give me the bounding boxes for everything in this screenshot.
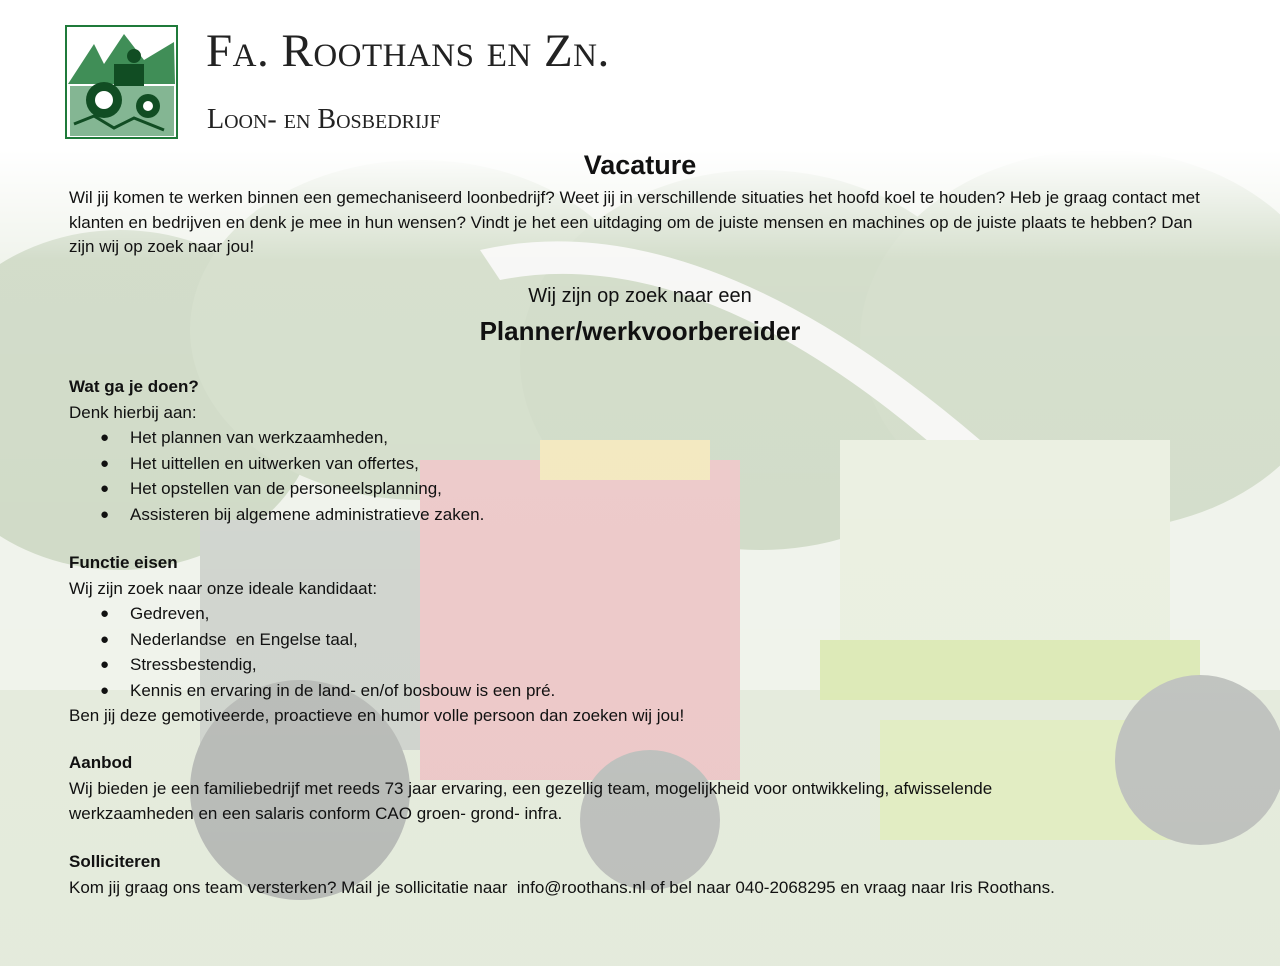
intro-paragraph: Wil jij komen te werken binnen een gemechaniseerd loonbedrijf? Weet jij in verschillende situaties het hoofd koel te houden? Heb je graag contact met klanten en bedrijven en denk je mee in hun wensen? Vindt je het een uitdaging om de juiste mensen en machines op de juiste plaats te hebben? Dan zijn wij op zoek naar jou! — [69, 188, 1200, 256]
tasks-list — [69, 425, 1219, 527]
requirements-heading: Functie eisen — [69, 553, 178, 572]
list-item-text: Gedreven, — [130, 604, 210, 623]
offer-heading: Aanbod — [69, 753, 133, 772]
looking-for-text: Wij zijn op zoek naar een — [528, 285, 752, 307]
position-title: Planner/werkvoorbereider — [479, 316, 801, 346]
bullet-icon: ● — [100, 605, 110, 622]
tasks-section — [69, 374, 1219, 527]
tasks-lead: Denk hierbij aan: — [69, 402, 197, 422]
bullet-icon: ● — [100, 630, 110, 648]
list-item-text: Kennis en ervaring in de land- en/of bosbouw is een pré. — [130, 680, 556, 700]
company-name: Fa. Roothans en Zn. — [206, 25, 610, 77]
list-item — [69, 476, 1219, 502]
bullet-icon: ● — [100, 505, 110, 523]
tractor-logo-image — [64, 24, 179, 140]
list-item — [69, 451, 1219, 477]
bullet-icon: ● — [100, 681, 110, 699]
list-item — [69, 652, 1219, 678]
list-item-text: Assisteren bij algemene administratieve zaken. — [130, 504, 485, 524]
offer-section — [69, 750, 1219, 827]
list-item-text: Nederlandse en Engelse taal, — [130, 629, 358, 649]
apply-text: Kom jij graag ons team versterken? Mail je sollicitatie naar info@roothans.nl of bel naar 040-2068295 en vraag naar Iris Roothans. — [69, 877, 1055, 897]
list-item — [69, 502, 1219, 528]
apply-heading: Solliciteren — [69, 852, 161, 871]
requirements-closing: Ben jij deze gemotiveerde, proactieve en humor volle persoon dan zoeken wij jou! — [69, 706, 685, 725]
list-item-text: Het plannen van werkzaamheden, — [130, 428, 388, 447]
company-subtitle: Loon- en Bosbedrijf — [207, 104, 441, 135]
apply-section — [69, 849, 1219, 900]
list-item — [69, 678, 1219, 704]
list-item-text: Stressbestendig, — [130, 655, 257, 674]
list-item — [69, 425, 1219, 451]
list-item — [69, 601, 1219, 627]
bullet-icon: ● — [100, 480, 110, 497]
tasks-heading: Wat ga je doen? — [69, 377, 199, 396]
page-title: Vacature — [583, 150, 697, 180]
offer-text: Wij bieden je een familiebedrijf met reeds 73 jaar ervaring, een gezellig team, mogelijkheid voor ontwikkeling, afwisselende werkzaamheden en een salaris conform CAO groen- grond- infra. — [69, 778, 993, 823]
bullet-icon: ● — [100, 454, 110, 472]
bullet-icon: ● — [100, 656, 110, 673]
requirements-list — [69, 601, 1219, 703]
list-item-text: Het opstellen van de personeelsplanning, — [130, 479, 442, 498]
list-item-text: Het uittellen en uitwerken van offertes, — [130, 453, 419, 473]
list-item — [69, 627, 1219, 653]
requirements-lead: Wij zijn zoek naar onze ideale kandidaat: — [69, 578, 378, 598]
bullet-icon: ● — [100, 429, 110, 446]
requirements-section — [69, 550, 1219, 729]
